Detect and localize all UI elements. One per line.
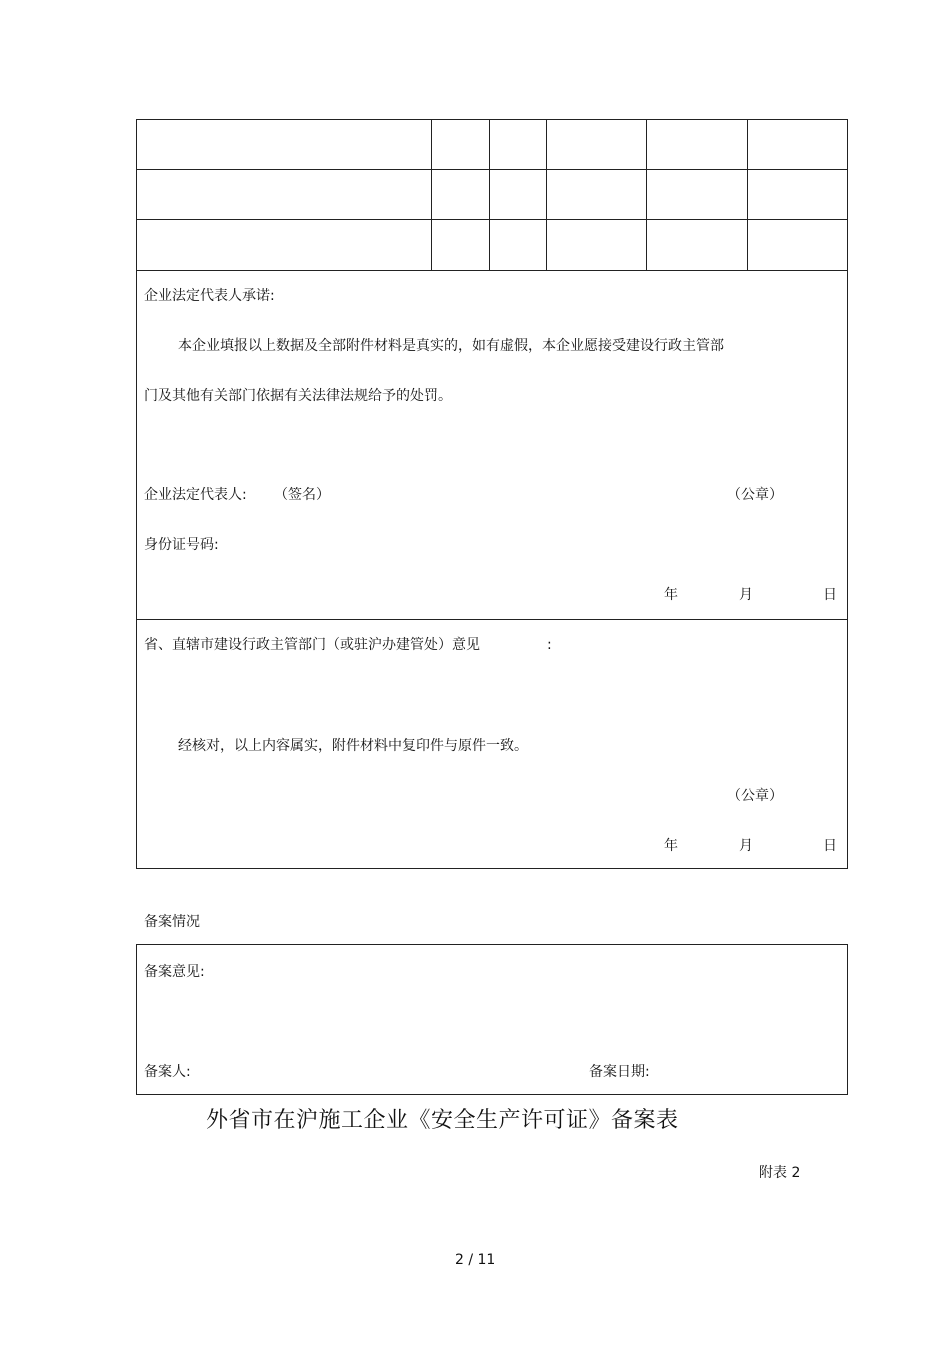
review-text: 经核对，以上内容属实，附件材料中复印件与原件一致。 (178, 738, 528, 754)
id-number-label: 身份证号码: (144, 537, 219, 553)
review-heading: 省、直辖市建设行政主管部门（或驻沪办建管处）意见 (144, 637, 480, 653)
section-divider (136, 619, 848, 620)
filing-date-label: 备案日期: (589, 1064, 650, 1080)
review-date-month: 月 (739, 838, 753, 854)
signature-label: （签名） (274, 487, 330, 503)
col-divider-3 (546, 119, 547, 271)
filing-opinion-label: 备案意见: (144, 964, 205, 980)
filing-person-label: 备案人: (144, 1064, 191, 1080)
review-date-day: 日 (823, 838, 837, 854)
review-colon: : (547, 637, 552, 653)
date-day: 日 (823, 587, 837, 603)
col-divider-1 (431, 119, 432, 271)
commitment-line1: 本企业填报以上数据及全部附件材料是真实的，如有虚假，本企业愿接受建设行政主管部 (178, 338, 724, 354)
row-divider-3 (136, 270, 848, 271)
form-title: 外省市在沪施工企业《安全生产许可证》备案表 (206, 1108, 679, 1133)
row-divider-2 (136, 219, 848, 220)
col-divider-4 (646, 119, 647, 271)
col-divider-2 (489, 119, 490, 271)
seal-label: （公章） (727, 487, 783, 503)
commitment-line2: 门及其他有关部门依据有关法律法规给予的处罚。 (144, 388, 452, 404)
col-divider-5 (747, 119, 748, 271)
filing-section-title: 备案情况 (144, 914, 200, 930)
commitment-heading: 企业法定代表人承诺: (144, 288, 275, 304)
review-date-year: 年 (664, 838, 678, 854)
date-month: 月 (739, 587, 753, 603)
review-seal-label: （公章） (727, 788, 783, 804)
legal-rep-label: 企业法定代表人: (144, 487, 247, 503)
page-number: 2 / 11 (455, 1252, 496, 1268)
appendix-label: 附表 2 (759, 1165, 801, 1181)
filing-box (136, 944, 848, 1095)
date-year: 年 (664, 587, 678, 603)
row-divider-1 (136, 169, 848, 170)
